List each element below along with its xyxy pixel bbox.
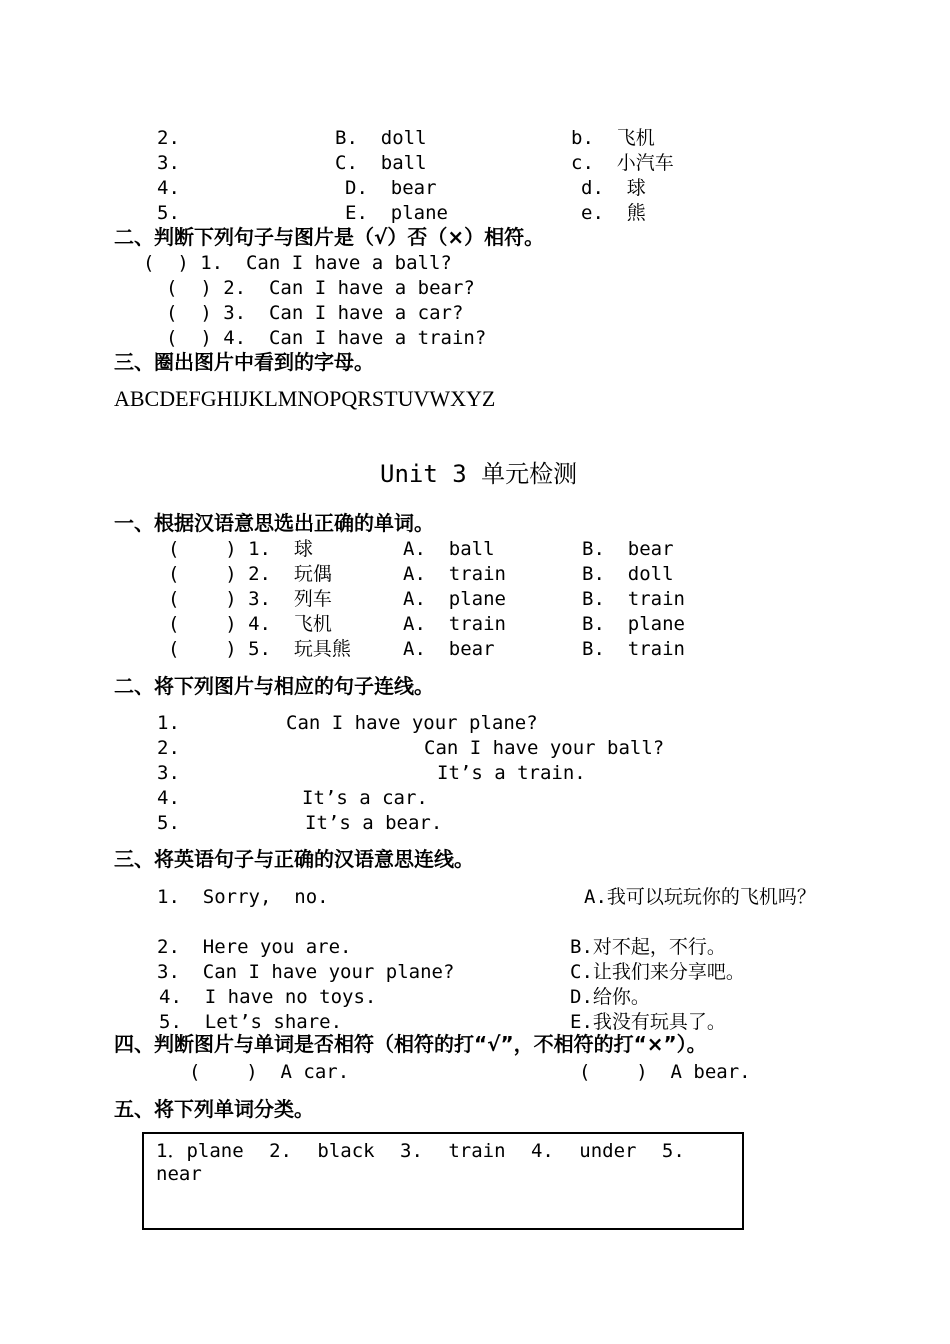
choose-question: ( ) 2. 玩偶 [168, 563, 332, 585]
section-heading: 二、判断下列句子与图片是（√）否（×）相符。 [114, 225, 545, 249]
match-english: C. ball [335, 152, 427, 174]
section-heading: 二、将下列图片与相应的句子连线。 [114, 674, 434, 698]
choose-option-b: B. train [582, 638, 685, 660]
chinese-meaning: C.让我们来分享吧。 [570, 961, 745, 983]
alphabet-line: ABCDEFGHIJKLMNOPQRSTUVWXYZ [114, 386, 496, 411]
section-heading: 四、判断图片与单词是否相符（相符的打“√”，不相符的打“×”）。 [114, 1032, 707, 1056]
word-box [142, 1132, 744, 1230]
english-sentence: 1. Sorry, no. [157, 886, 329, 908]
word-list: 1．plane 2. black 3. train 4. under 5. near [156, 1140, 685, 1185]
choose-option-a: A. train [403, 613, 506, 635]
judge-item: ( ) A bear. [579, 1061, 751, 1083]
choose-option-b: B. train [582, 588, 685, 610]
section-heading: 三、圈出图片中看到的字母。 [114, 350, 374, 374]
choose-question: ( ) 4. 飞机 [168, 613, 332, 635]
match-num: 5. [157, 202, 180, 224]
match-num: 4. [157, 177, 180, 199]
match-chinese: c. 小汽车 [571, 152, 674, 174]
match-chinese: e. 熊 [581, 202, 646, 224]
match-num: 3. [157, 152, 180, 174]
choose-option-a: A. ball [403, 538, 495, 560]
judge-item: ( ) 4. Can I have a train? [166, 327, 487, 349]
english-sentence: 4. I have no toys. [159, 986, 377, 1008]
picture-sentence: Can I have your plane? [286, 712, 538, 734]
chinese-meaning: D.给你。 [570, 986, 650, 1008]
choose-option-a: A. plane [403, 588, 506, 610]
judge-item: ( ) A car. [189, 1061, 350, 1083]
english-sentence: 2. Here you are. [157, 936, 352, 958]
picture-sentence: It’s a train. [437, 762, 586, 784]
picture-sentence: It’s a car. [302, 787, 428, 809]
match-num: 2. [157, 127, 180, 149]
choose-option-a: A. train [403, 563, 506, 585]
picture-num: 3. [157, 762, 180, 784]
judge-item: ( ) 3. Can I have a car? [166, 302, 464, 324]
picture-sentence: Can I have your ball? [424, 737, 665, 759]
match-chinese: b. 飞机 [571, 127, 655, 149]
choose-option-b: B. plane [582, 613, 685, 635]
match-english: B. doll [335, 127, 427, 149]
judge-item: ( ) 1. Can I have a ball? [143, 252, 452, 274]
unit-title: Unit 3 单元检测 [380, 460, 578, 488]
match-english: D. bear [345, 177, 437, 199]
section-heading: 三、将英语句子与正确的汉语意思连线。 [114, 847, 474, 871]
match-english: E. plane [345, 202, 448, 224]
picture-num: 5. [157, 812, 180, 834]
chinese-meaning: B.对不起，不行。 [570, 936, 726, 958]
choose-option-a: A. bear [403, 638, 495, 660]
chinese-meaning: A.我可以玩玩你的飞机吗？ [584, 886, 816, 908]
choose-question: ( ) 3. 列车 [168, 588, 332, 610]
picture-num: 4. [157, 787, 180, 809]
section-heading: 五、将下列单词分类。 [114, 1097, 314, 1121]
picture-sentence: It’s a bear. [305, 812, 443, 834]
picture-num: 2. [157, 737, 180, 759]
english-sentence: 5. Let’s share. [159, 1011, 343, 1033]
section-heading: 一、根据汉语意思选出正确的单词。 [114, 511, 434, 535]
choose-question: ( ) 5. 玩具熊 [168, 638, 351, 660]
english-sentence: 3. Can I have your plane? [157, 961, 455, 983]
judge-item: ( ) 2. Can I have a bear? [166, 277, 475, 299]
chinese-meaning: E.我没有玩具了。 [570, 1011, 726, 1033]
choose-question: ( ) 1. 球 [168, 538, 313, 560]
choose-option-b: B. bear [582, 538, 674, 560]
picture-num: 1. [157, 712, 180, 734]
match-chinese: d. 球 [581, 177, 646, 199]
choose-option-b: B. doll [582, 563, 674, 585]
